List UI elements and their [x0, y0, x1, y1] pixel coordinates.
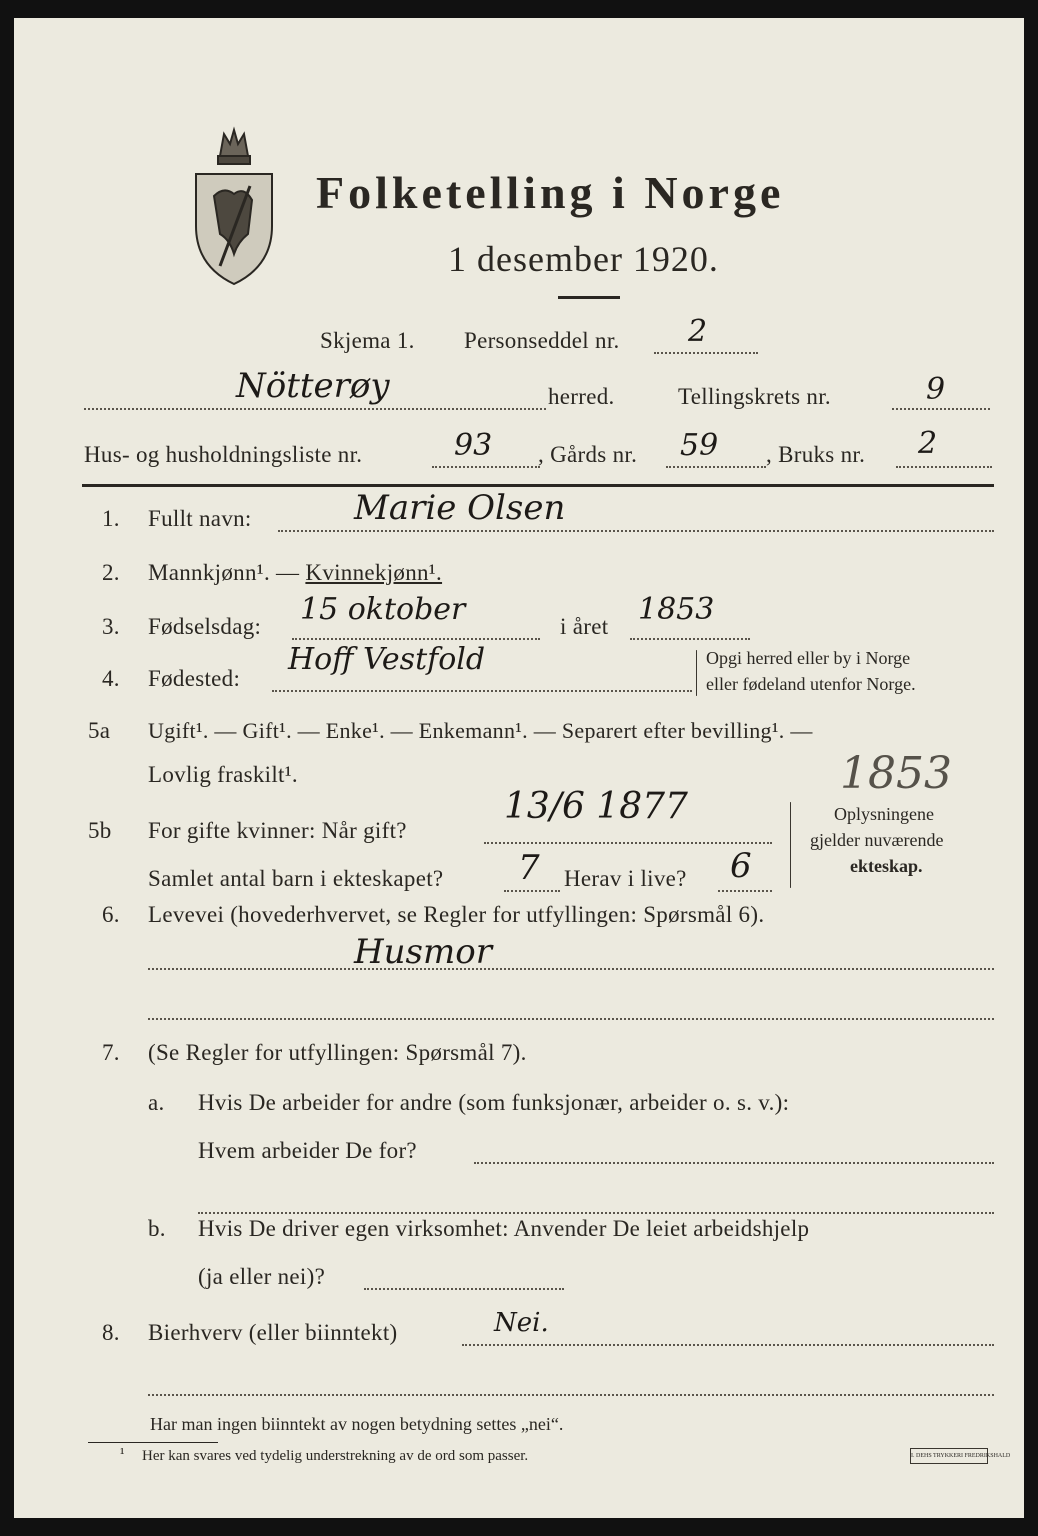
option-female[interactable]: Kvinnekjønn¹. — [305, 560, 443, 585]
birthday-value[interactable]: 15 oktober — [300, 592, 466, 627]
schema-label: Skjema 1. — [320, 328, 415, 353]
census-date: 1 desember 1920. — [448, 239, 719, 279]
children-value[interactable]: 7 — [518, 848, 540, 888]
q5a-number: 5a — [88, 718, 111, 743]
q2-number: 2. — [102, 560, 120, 585]
alive-line — [718, 890, 772, 892]
q3-number: 3. — [102, 614, 120, 639]
birth-year-value[interactable]: 1853 — [638, 592, 715, 627]
husliste-value[interactable]: 93 — [454, 428, 493, 463]
q3-day-line — [292, 638, 540, 640]
q4-label: Fødested: — [148, 666, 241, 691]
bruks-value[interactable]: 2 — [918, 426, 938, 461]
q8-line-2 — [148, 1394, 994, 1396]
q3-year-line — [630, 638, 750, 640]
q7-label: (Se Regler for utfyllingen: Spørsmål 7). — [148, 1040, 527, 1065]
printer-stamp — [910, 1448, 1011, 1464]
q7a-line-2: Hvem arbeider De for? — [198, 1138, 417, 1163]
bruks-line — [896, 466, 992, 468]
tellingskrets-value[interactable]: 9 — [926, 372, 946, 407]
birthplace-value[interactable]: Hoff Vestfold — [288, 642, 486, 677]
option-male[interactable]: Mannkjønn¹. — [148, 560, 270, 585]
q7b-line-1: Hvis De driver egen virksomhet: Anvender De leiet arbeidshjelp — [198, 1216, 810, 1241]
alive-label: Herav i live? — [564, 866, 687, 891]
herred-label: herred. — [548, 384, 615, 409]
q7a-number: a. — [148, 1090, 165, 1115]
q5b-brace — [790, 802, 791, 888]
q1-label: Fullt navn: — [148, 506, 252, 531]
printer-stamp-text: I. DEHS TRYKKERI FREDRIKSHALD — [911, 1453, 1011, 1459]
alive-value[interactable]: 6 — [730, 846, 752, 886]
q6-number: 6. — [102, 902, 120, 927]
q3-label: Fødselsdag: — [148, 614, 262, 639]
q7a-answer-line-2[interactable] — [198, 1212, 994, 1214]
children-label: Samlet antal barn i ekteskapet? — [148, 866, 444, 891]
q6-line-2 — [148, 1018, 994, 1020]
q4-brace — [696, 650, 697, 696]
q8-number: 8. — [102, 1320, 120, 1345]
q5a-options[interactable]: Ugift¹. — Gift¹. — Enke¹. — Enkemann¹. — Separert efter bevilling¹. — — [148, 718, 813, 743]
q7b-answer-line[interactable] — [364, 1288, 564, 1290]
q2-options — [148, 560, 442, 586]
q6-line-1 — [148, 968, 994, 970]
q5a-options-cont[interactable]: Lovlig fraskilt¹. — [148, 762, 298, 787]
q7b-number: b. — [148, 1216, 166, 1241]
side-income-value[interactable]: Nei. — [494, 1308, 549, 1338]
q7a-line-1: Hvis De arbeider for andre (som funksjonær, arbeider o. s. v.): — [198, 1090, 790, 1115]
q7a-answer-line-1[interactable] — [474, 1162, 994, 1164]
personseddel-value[interactable]: 2 — [688, 314, 708, 349]
gards-line — [666, 466, 766, 468]
q8-label: Bierhverv (eller biinntekt) — [148, 1320, 398, 1345]
footnote-text: Her kan svares ved tydelig understrekning av de ord som passer. — [142, 1448, 529, 1464]
gards-label: , Gårds nr. — [538, 442, 638, 467]
tellingskrets-line — [892, 408, 990, 410]
footnote-rule — [88, 1442, 218, 1443]
q4-note-1: Opgi herred eller by i Norge — [706, 648, 911, 668]
full-name-value[interactable]: Marie Olsen — [354, 488, 566, 528]
q4-number: 4. — [102, 666, 120, 691]
q4-line — [272, 690, 692, 692]
q5b-married-line — [484, 842, 772, 844]
herred-line — [84, 408, 546, 410]
q1-line — [278, 530, 994, 532]
option-separator: — — [270, 560, 306, 585]
personseddel-label: Personseddel nr. — [464, 328, 620, 353]
q7-number: 7. — [102, 1040, 120, 1065]
q5a-margin-note: 1853 — [840, 748, 952, 799]
husliste-line — [432, 466, 540, 468]
census-form — [14, 18, 1024, 1518]
q5b-label: For gifte kvinner: Når gift? — [148, 818, 407, 843]
herred-value[interactable]: Nötterøy — [236, 366, 390, 406]
tellingskrets-label: Tellingskrets nr. — [678, 384, 831, 409]
title-divider — [558, 296, 620, 299]
bruks-label: , Bruks nr. — [766, 442, 866, 467]
coat-of-arms-icon — [190, 116, 278, 286]
q7b-line-2: (ja eller nei)? — [198, 1264, 326, 1289]
husliste-label: Hus- og husholdningsliste nr. — [84, 442, 363, 467]
q1-number: 1. — [102, 506, 120, 531]
personseddel-line — [654, 352, 758, 354]
married-date-value[interactable]: 13/6 1877 — [504, 786, 688, 827]
footnote-mark: ¹ — [120, 1446, 125, 1462]
form-title: Folketelling i Norge — [316, 167, 785, 218]
header-rule — [82, 484, 994, 487]
children-line — [504, 890, 560, 892]
year-label: i året — [560, 614, 609, 639]
q5b-number: 5b — [88, 818, 112, 843]
q5b-note-2: gjelder nuværende — [810, 830, 944, 850]
occupation-value[interactable]: Husmor — [354, 932, 492, 972]
q5b-note-1: Oplysningene — [834, 804, 934, 824]
footer-note: Har man ingen biinntekt av nogen betydning settes „nei“. — [150, 1414, 564, 1434]
q5b-note-3: ekteskap. — [850, 856, 923, 876]
q4-note-2: eller fødeland utenfor Norge. — [706, 674, 916, 694]
q8-line — [462, 1344, 994, 1346]
gards-value[interactable]: 59 — [680, 428, 719, 463]
q6-label: Levevei (hovederhvervet, se Regler for utfyllingen: Spørsmål 6). — [148, 902, 765, 927]
